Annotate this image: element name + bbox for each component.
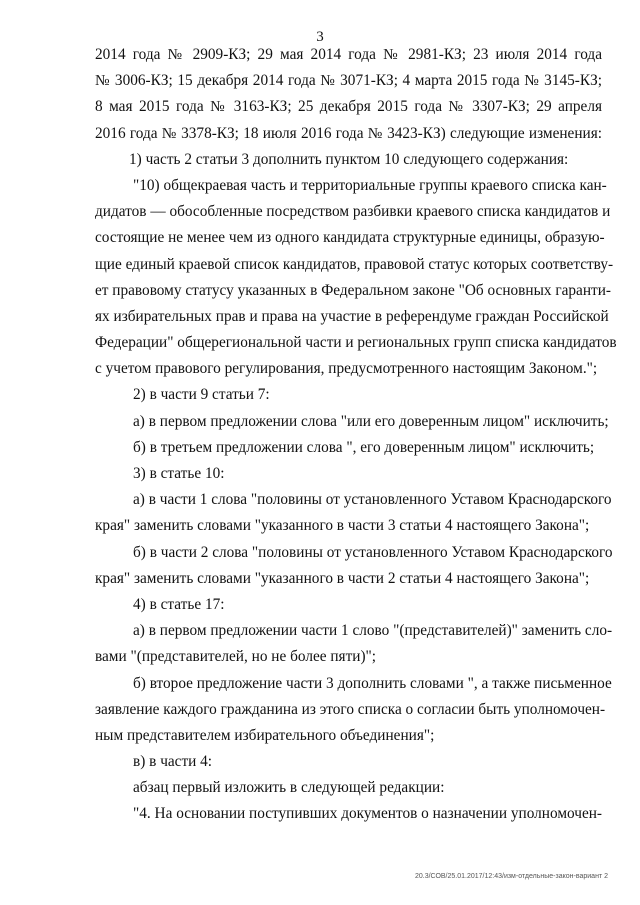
text-line: "10) общекраевая часть и территориальные группы краевого списка кан- [133, 176, 607, 194]
text-line: Федерации" общерегиональной части и региональных групп списка кандидатов [95, 334, 617, 352]
text-line: 2016 года № 3378-КЗ; 18 июля 2016 года № 3423-КЗ) следующие изменения: [95, 124, 602, 142]
document-body [95, 42, 617, 828]
text-line: б) в части 2 слова "половины от установленного Уставом Краснодарского [133, 543, 613, 561]
text-line: щие единый краевой список кандидатов, правовой статус которых соответству- [95, 255, 614, 273]
text-line: края" заменить словами "указанного в части 3 статьи 4 настоящего Закона"; [95, 517, 590, 535]
text-line: б) в третьем предложении слова ", его доверенным лицом" исключить; [133, 438, 595, 456]
text-line: с учетом правового регулирования, предусмотренного настоящим Законом."; [95, 360, 598, 378]
text-line: 8 мая 2015 года № 3163-КЗ; 25 декабря 2015 года № 3307-КЗ; 29 апреля [95, 98, 602, 116]
text-line: б) второе предложение части 3 дополнить словами ", а также письменное [133, 674, 612, 692]
footer-note: 20.3/СОВ/25.01.2017/12:43/изм-отдельные-закон-вариант 2 [414, 873, 608, 880]
text-line: заявление каждого гражданина из этого списка о согласии быть уполномочен- [95, 700, 606, 718]
text-line: 1) часть 2 статьи 3 дополнить пунктом 10 следующего содержания: [129, 150, 569, 168]
text-line: ным представителем избирательного объединения"; [95, 726, 435, 744]
text-line: абзац первый изложить в следующей редакции: [133, 779, 445, 797]
text-line: ет правовому статусу указанных в Федеральном законе "Об основных гаранти- [95, 281, 611, 299]
page-number: 3 [316, 29, 324, 45]
text-line: дидатов — обособленные посредством разбивки краевого списка кандидатов и [95, 203, 611, 221]
text-line: состоящие не менее чем из одного кандидата структурные единицы, образую- [95, 229, 605, 247]
text-line: № 3006-КЗ; 15 декабря 2014 года № 3071-КЗ; 4 марта 2015 года № 3145-КЗ; [95, 72, 602, 90]
text-line: в) в части 4: [133, 753, 213, 771]
text-line: 3) в статье 10: [133, 465, 225, 482]
text-line: "4. На основании поступивших документов о назначении уполномочен- [133, 805, 603, 823]
text-line: края" заменить словами "указанного в части 2 статьи 4 настоящего Закона"; [95, 569, 590, 587]
text-line: 4) в статье 17: [133, 595, 225, 613]
text-line: а) в первом предложении слова "или его доверенным лицом" исключить; [133, 412, 609, 430]
text-line: а) в первом предложении части 1 слово "(представителей)" заменить сло- [133, 622, 613, 640]
text-line: а) в части 1 слова "половины от установленного Уставом Краснодарского [133, 491, 612, 509]
text-line: 2) в части 9 статьи 7: [133, 386, 270, 404]
text-line: 2014 года № 2909-КЗ; 29 мая 2014 года № 2981-КЗ; 23 июля 2014 года [95, 46, 602, 63]
text-line: ях избирательных прав и права на участие в референдуме граждан Российской [95, 307, 609, 325]
text-line: вами "(представителей, но не более пяти)"; [95, 648, 377, 666]
